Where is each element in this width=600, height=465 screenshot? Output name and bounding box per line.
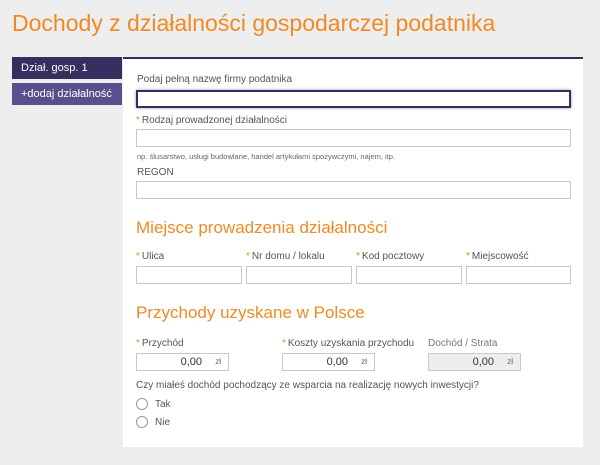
income-currency: zł: [215, 357, 221, 366]
location-section-title: Miejsce prowadzenia działalności: [136, 218, 388, 237]
investment-no-option[interactable]: [136, 416, 170, 428]
add-business-button[interactable]: +dodaj działalność: [12, 83, 122, 105]
income-input[interactable]: [136, 353, 229, 371]
postal-code-label: [356, 251, 424, 262]
investment-yes-option[interactable]: [136, 398, 171, 410]
activity-type-input[interactable]: [136, 129, 571, 147]
income-label: [136, 338, 184, 349]
street-label-text: Ulica: [141, 251, 165, 262]
company-name-label: Podaj pełną nazwę firmy podatnika: [137, 74, 293, 85]
radio-yes[interactable]: [136, 398, 148, 410]
income-value: 0,00: [180, 356, 202, 368]
investment-question: Czy miałeś dochód pochodzący ze wsparcia na realizację nowych inwestycji?: [136, 380, 479, 391]
street-label: [136, 251, 164, 262]
required-marker: *: [282, 338, 286, 349]
tab-business-1[interactable]: Dział. gosp. 1: [12, 57, 122, 79]
business-form-panel: [123, 57, 583, 447]
street-input[interactable]: [136, 266, 242, 284]
required-marker: *: [356, 251, 360, 262]
regon-input[interactable]: [136, 181, 571, 199]
radio-yes-label: Tak: [155, 398, 171, 410]
city-label: [466, 251, 529, 262]
activity-type-label: [136, 115, 287, 126]
city-input[interactable]: [466, 266, 571, 284]
result-label: Dochód / Strata: [428, 338, 498, 349]
required-marker: *: [466, 251, 470, 262]
result-currency: zł: [507, 357, 513, 366]
costs-label-text: Koszty uzyskania przychodu: [287, 338, 415, 349]
costs-label: [282, 338, 414, 349]
page-title: Dochody z działalności gospodarczej podatnika: [12, 10, 496, 36]
required-marker: *: [136, 115, 140, 126]
activity-type-label-text: Rodzaj prowadzonej działalności: [141, 115, 287, 126]
costs-value: 0,00: [326, 356, 348, 368]
house-number-label: [246, 251, 325, 262]
required-marker: *: [136, 251, 140, 262]
result-value: 0,00: [472, 356, 494, 368]
house-number-input[interactable]: [246, 266, 352, 284]
postal-code-label-text: Kod pocztowy: [361, 251, 425, 262]
revenue-section-title: Przychody uzyskane w Polsce: [136, 303, 365, 322]
radio-no[interactable]: [136, 416, 148, 428]
costs-currency: zł: [361, 357, 367, 366]
regon-label: REGON: [137, 167, 174, 178]
business-tabs: [12, 57, 122, 109]
city-label-text: Miejscowość: [471, 251, 529, 262]
required-marker: *: [246, 251, 250, 262]
result-output: [428, 353, 521, 371]
costs-input[interactable]: [282, 353, 375, 371]
radio-no-label: Nie: [155, 416, 171, 428]
income-label-text: Przychód: [141, 338, 184, 349]
activity-type-hint: np. ślusarstwo, usługi budowlane, handel artykułami spożywczymi, najem, itp.: [137, 152, 396, 161]
company-name-input[interactable]: [136, 90, 571, 108]
postal-code-input[interactable]: [356, 266, 462, 284]
house-number-label-text: Nr domu / lokalu: [251, 251, 325, 262]
required-marker: *: [136, 338, 140, 349]
